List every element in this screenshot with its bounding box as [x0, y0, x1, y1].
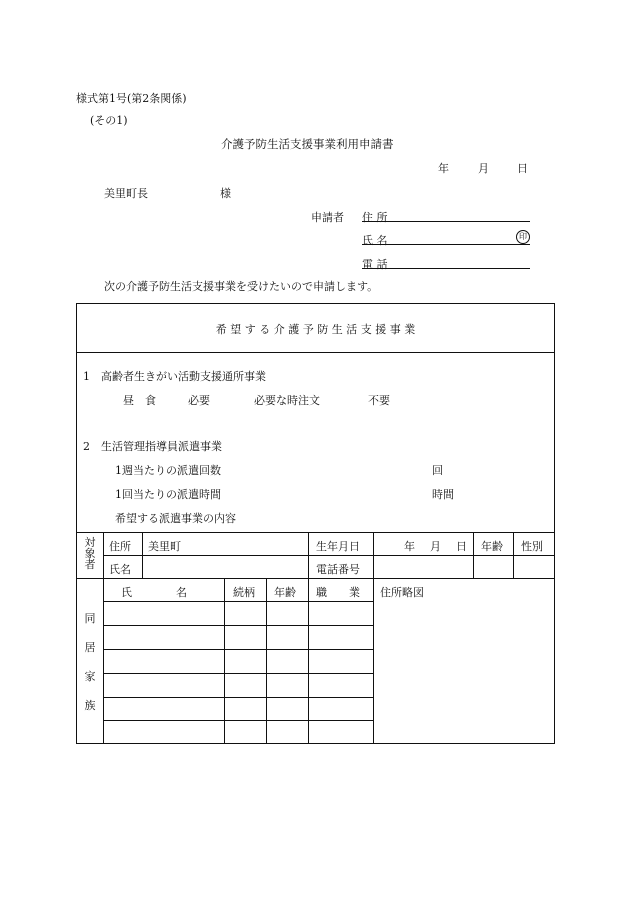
divider [473, 532, 474, 578]
page-title: 介護予防生活支援事業利用申請書 [221, 137, 394, 151]
divider [103, 673, 373, 674]
subject-name-label: 氏名 [109, 563, 131, 576]
applicant-phone-line[interactable] [362, 268, 530, 269]
divider [103, 720, 373, 721]
address-map-label: 住所略図 [380, 586, 424, 599]
family-col-job: 職 業 [316, 586, 360, 599]
divider [103, 578, 104, 743]
divider [103, 649, 373, 650]
subject-address-value[interactable]: 美里町 [148, 540, 181, 553]
family-col-name: 氏 名 [121, 586, 187, 599]
addressee: 美里町長 [104, 187, 148, 200]
divider [373, 532, 374, 578]
divider [308, 532, 309, 578]
divider [513, 532, 514, 578]
subject-birth-label: 生年月日 [316, 540, 360, 553]
services-heading: 希 望 す る 介 護 予 防 生 活 支 援 事 業 [215, 323, 416, 336]
subject-sex-label: 性別 [521, 540, 543, 553]
divider [77, 578, 554, 579]
divider [77, 532, 554, 533]
subject-address-label: 住所 [109, 540, 131, 553]
honorific: 様 [220, 187, 231, 200]
service-2-title: 2 生活管理指導員派遣事業 [83, 440, 222, 453]
date-day: 日 [517, 162, 528, 175]
subject-age-label: 年齢 [481, 540, 503, 553]
lunch-label: 昼 食 [123, 394, 156, 407]
hours-per-visit-label: 1回当たりの派遣時間 [115, 488, 221, 501]
seal-mark: 印 [516, 230, 530, 244]
divider [308, 578, 309, 743]
applicant-label: 申請者 [311, 211, 344, 224]
divider [103, 697, 373, 698]
visits-per-week-label: 1週当たりの派遣回数 [115, 464, 221, 477]
divider [103, 625, 373, 626]
subject-label: 対象者 [84, 536, 96, 571]
divider [103, 601, 373, 602]
application-form [76, 303, 555, 744]
applicant-address-line[interactable] [362, 221, 530, 222]
subject-birth-day: 日 [456, 540, 467, 553]
date-month: 月 [478, 162, 489, 175]
sub-number: (その1) [90, 114, 128, 127]
applicant-name-label: 氏 名 [362, 234, 388, 247]
date-year: 年 [438, 162, 449, 175]
family-col-age: 年齢 [274, 586, 296, 599]
lunch-option-when-needed[interactable]: 必要な時注文 [254, 394, 320, 407]
intro-text: 次の介護予防生活支援事業を受けたいので申請します。 [104, 280, 379, 293]
applicant-address-label: 住 所 [362, 211, 388, 224]
family-label: 同居家族 [84, 612, 96, 712]
service-1-title: 1 高齢者生きがい活動支援通所事業 [83, 370, 266, 383]
applicant-name-line[interactable] [362, 244, 530, 245]
applicant-phone-label: 電 話 [362, 258, 388, 271]
divider [266, 578, 267, 743]
divider [373, 578, 374, 743]
hours-unit: 時間 [432, 488, 454, 501]
subject-birth-year: 年 [404, 540, 415, 553]
divider [103, 532, 104, 578]
divider [103, 555, 554, 556]
form-number: 様式第1号(第2条関係) [76, 92, 187, 105]
lunch-option-not-needed[interactable]: 不要 [368, 394, 390, 407]
family-col-relation: 続柄 [233, 586, 255, 599]
divider [224, 578, 225, 743]
lunch-option-need[interactable]: 必要 [188, 394, 210, 407]
subject-phone-label: 電話番号 [316, 563, 360, 576]
divider [77, 352, 554, 353]
visits-unit: 回 [432, 464, 443, 477]
dispatch-content-label: 希望する派遣事業の内容 [115, 512, 236, 525]
subject-birth-month: 月 [430, 540, 441, 553]
divider [142, 532, 143, 578]
